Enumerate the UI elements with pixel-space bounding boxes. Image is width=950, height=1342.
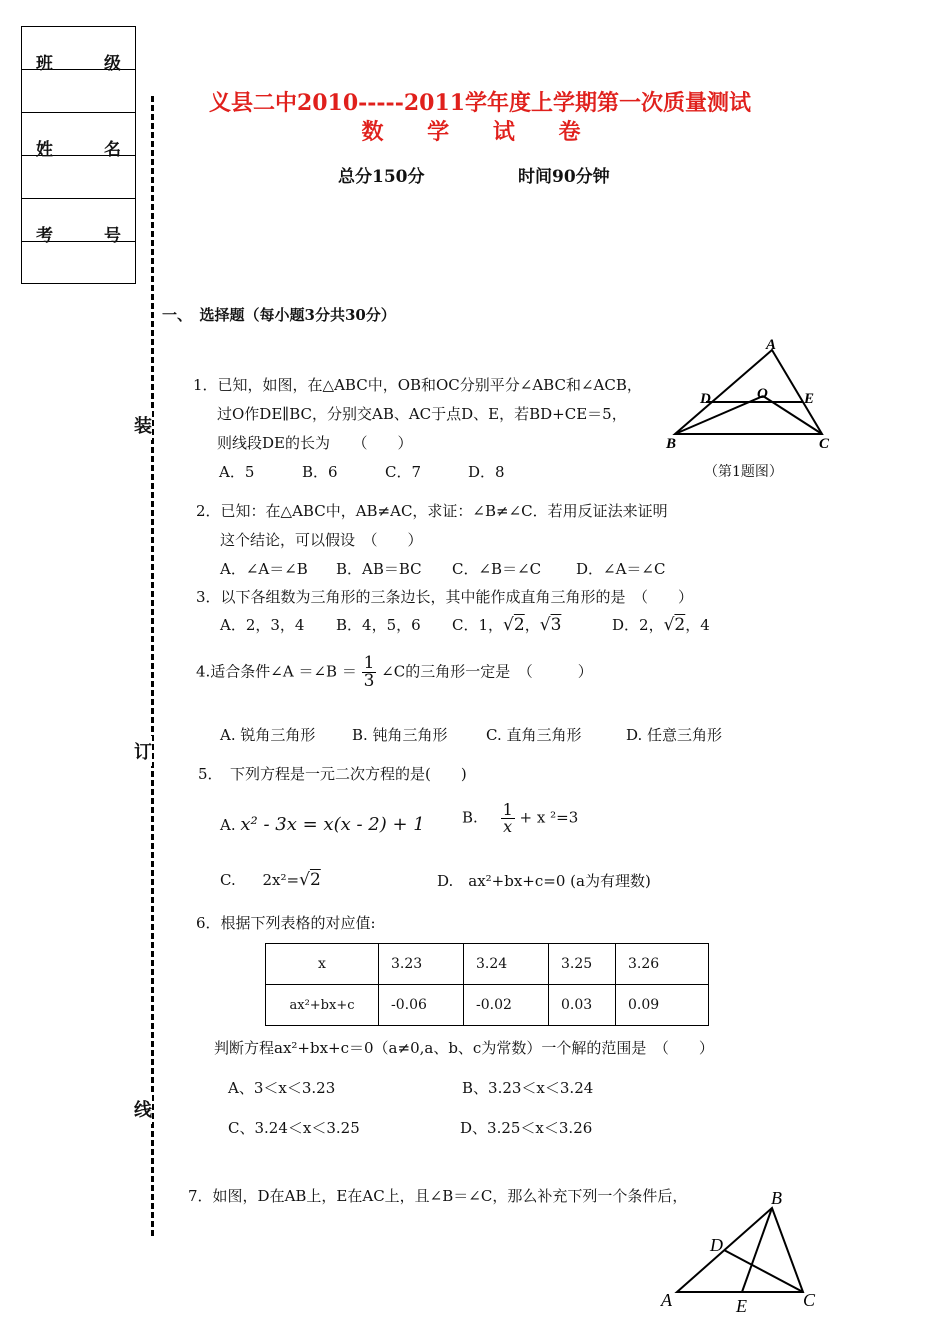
q3-option-c[interactable]: C．1，√2，√3 xyxy=(452,615,562,635)
q2-option-b[interactable]: B．AB＝BC xyxy=(336,560,422,578)
q1-line3: 则线段DE的长为 （ ） xyxy=(217,434,413,452)
q4-option-c[interactable]: C. 直角三角形 xyxy=(486,726,582,744)
q5-option-b-rest: + x ²=3 xyxy=(519,808,579,827)
q5-option-c-sqrt2: 2 xyxy=(309,870,321,890)
table-cell: 3.24 xyxy=(464,944,549,985)
q5-option-d[interactable]: D. ax²+bx+c=0 (a为有理数) xyxy=(437,872,651,890)
table-cell: 0.03 xyxy=(549,985,616,1026)
q1-option-b[interactable]: B．6 xyxy=(302,463,338,481)
q3-sqrt3: 3 xyxy=(550,615,562,635)
q5-option-b-num: 1 xyxy=(502,800,513,819)
q5-option-a[interactable] xyxy=(220,814,425,835)
q6-option-c[interactable]: C、3.24＜x＜3.25 xyxy=(228,1119,360,1137)
q5-option-a-equation: x² - 3x = x(x - 2) + 1 xyxy=(240,814,425,835)
q4-frac-num: 1 xyxy=(363,653,375,673)
q1-option-a[interactable]: A．5 xyxy=(219,463,255,481)
table-cell: 0.09 xyxy=(616,985,709,1026)
q6-stem: 6．根据下列表格的对应值: xyxy=(196,914,376,932)
table-cell: ax²+bx+c xyxy=(266,985,379,1026)
table-cell: x xyxy=(266,944,379,985)
q3-option-a[interactable]: A．2，3，4 xyxy=(220,616,305,634)
q7-fig-label-a: A xyxy=(661,1290,672,1310)
class-label: 班 级 xyxy=(36,54,121,74)
id-label: 考 号 xyxy=(36,226,121,246)
q4-stem xyxy=(196,655,593,690)
table-cell: 3.26 xyxy=(616,944,709,985)
q4-stem-pre: 4.适合条件∠A ＝∠B ＝ xyxy=(196,662,357,681)
q1-option-c[interactable]: C．7 xyxy=(385,463,422,481)
q2-option-a[interactable]: A．∠A＝∠B xyxy=(220,560,308,578)
q1-fig-label-o: O xyxy=(757,386,768,402)
q6-option-b[interactable]: B、3.23＜x＜3.24 xyxy=(462,1079,594,1097)
q1-line2: 过O作DE∥BC，分别交AB、AC于点D、E，若BD+CE＝5， xyxy=(217,405,627,423)
binding-char-ding: 订 xyxy=(134,736,152,766)
exam-title: 义县二中2010-----2011学年度上学期第一次质量测试 xyxy=(208,90,752,116)
q6-option-d[interactable]: D、3.25＜x＜3.26 xyxy=(460,1119,593,1137)
name-field[interactable] xyxy=(22,156,135,199)
q3-option-c-sep: ， xyxy=(524,616,540,634)
q3-option-d-suffix: ，4 xyxy=(685,616,710,634)
q4-stem-post: ∠C的三角形一定是 （ ） xyxy=(381,662,593,681)
name-label: 姓 名 xyxy=(36,140,121,160)
section-heading: 一、 选择题（每小题3分共30分） xyxy=(162,306,396,324)
q3-line1: 3．以下各组数为三角形的三条边长，其中能作成直角三角形的是 （ ） xyxy=(196,588,694,606)
id-field[interactable] xyxy=(22,242,135,285)
q2-option-d[interactable]: D．∠A＝∠C xyxy=(576,560,666,578)
table-cell: 3.23 xyxy=(379,944,464,985)
binding-dashed-line xyxy=(151,96,154,1236)
table-cell: 3.25 xyxy=(549,944,616,985)
q3-option-d-prefix: D．2， xyxy=(612,616,664,634)
table-cell: -0.02 xyxy=(464,985,549,1026)
q5-option-a-label: A. xyxy=(220,816,236,834)
q7-fig-label-e: E xyxy=(736,1296,747,1316)
q5-stem: 5． 下列方程是一元二次方程的是( ) xyxy=(198,765,467,783)
id-label-row xyxy=(22,199,135,246)
class-label-row xyxy=(22,27,135,74)
q4-option-a[interactable]: A. 锐角三角形 xyxy=(220,726,316,744)
table-row xyxy=(266,985,709,1026)
q5-option-b-label: B. xyxy=(462,808,478,827)
q1-figure-caption: （第1题图） xyxy=(704,464,783,480)
q2-option-c[interactable]: C．∠B＝∠C xyxy=(452,560,542,578)
binding-char-xian: 线 xyxy=(134,1094,152,1124)
q3-option-c-prefix: C．1， xyxy=(452,616,504,634)
q5-option-b-fraction xyxy=(501,802,515,835)
q7-stem: 7．如图，D在AB上，E在AC上，且∠B＝∠C，那么补充下列一个条件后， xyxy=(188,1187,688,1205)
q1-fig-label-a: A xyxy=(766,337,777,353)
q1-fig-label-d: D xyxy=(700,391,711,407)
q1-fig-label-b: B xyxy=(666,436,677,452)
q3-option-d-sqrt2: 2 xyxy=(674,615,686,635)
q6-option-a[interactable]: A、3＜x＜3.23 xyxy=(228,1079,336,1097)
q7-fig-label-b: B xyxy=(771,1188,782,1208)
q4-frac-den: 3 xyxy=(363,671,375,691)
q5-option-b[interactable] xyxy=(462,802,578,835)
q3-option-b[interactable]: B．4，5，6 xyxy=(336,616,421,634)
q1-line1: 1．已知，如图，在△ABC中，OB和OC分别平分∠ABC和∠ACB， xyxy=(193,376,642,394)
binding-char-zhuang: 装 xyxy=(134,410,152,440)
q7-triangle-figure xyxy=(655,1186,830,1316)
q5-option-c-label: C. xyxy=(220,871,236,889)
q2-line1: 2．已知：在△ABC中，AB≠AC，求证：∠B≠∠C．若用反证法来证明 xyxy=(196,502,668,520)
exam-subtitle: 数 学 试 卷 xyxy=(361,119,599,145)
table-row xyxy=(266,944,709,985)
q2-line2: 这个结论，可以假设 （ ） xyxy=(220,531,423,549)
q7-fig-label-d: D xyxy=(710,1235,723,1255)
student-info-box xyxy=(21,26,136,284)
q1-fig-label-c: C xyxy=(819,436,830,452)
total-score: 总分150分 xyxy=(338,167,425,187)
q1-triangle-figure xyxy=(660,336,840,456)
q5-option-b-den: x xyxy=(503,817,513,836)
q4-fraction xyxy=(362,655,377,690)
q4-option-d[interactable]: D. 任意三角形 xyxy=(626,726,723,744)
time-limit: 时间90分钟 xyxy=(518,167,610,187)
q6-judge: 判断方程ax²+bx+c＝0（a≠0,a、b、c为常数）一个解的范围是 （ ） xyxy=(214,1039,714,1057)
q5-option-c[interactable]: C. 2x²=√2 xyxy=(220,870,321,890)
table-cell: -0.06 xyxy=(379,985,464,1026)
q3-option-d[interactable]: D．2，√2，4 xyxy=(612,615,710,635)
q5-option-c-eq: 2x²= xyxy=(262,871,300,889)
q1-option-d[interactable]: D．8 xyxy=(468,463,505,481)
q1-fig-label-e: E xyxy=(804,391,815,407)
q4-option-b[interactable]: B. 钝角三角形 xyxy=(352,726,448,744)
q6-value-table xyxy=(265,943,709,1026)
q7-fig-label-c: C xyxy=(803,1290,816,1310)
q3-sqrt2: 2 xyxy=(513,615,525,635)
